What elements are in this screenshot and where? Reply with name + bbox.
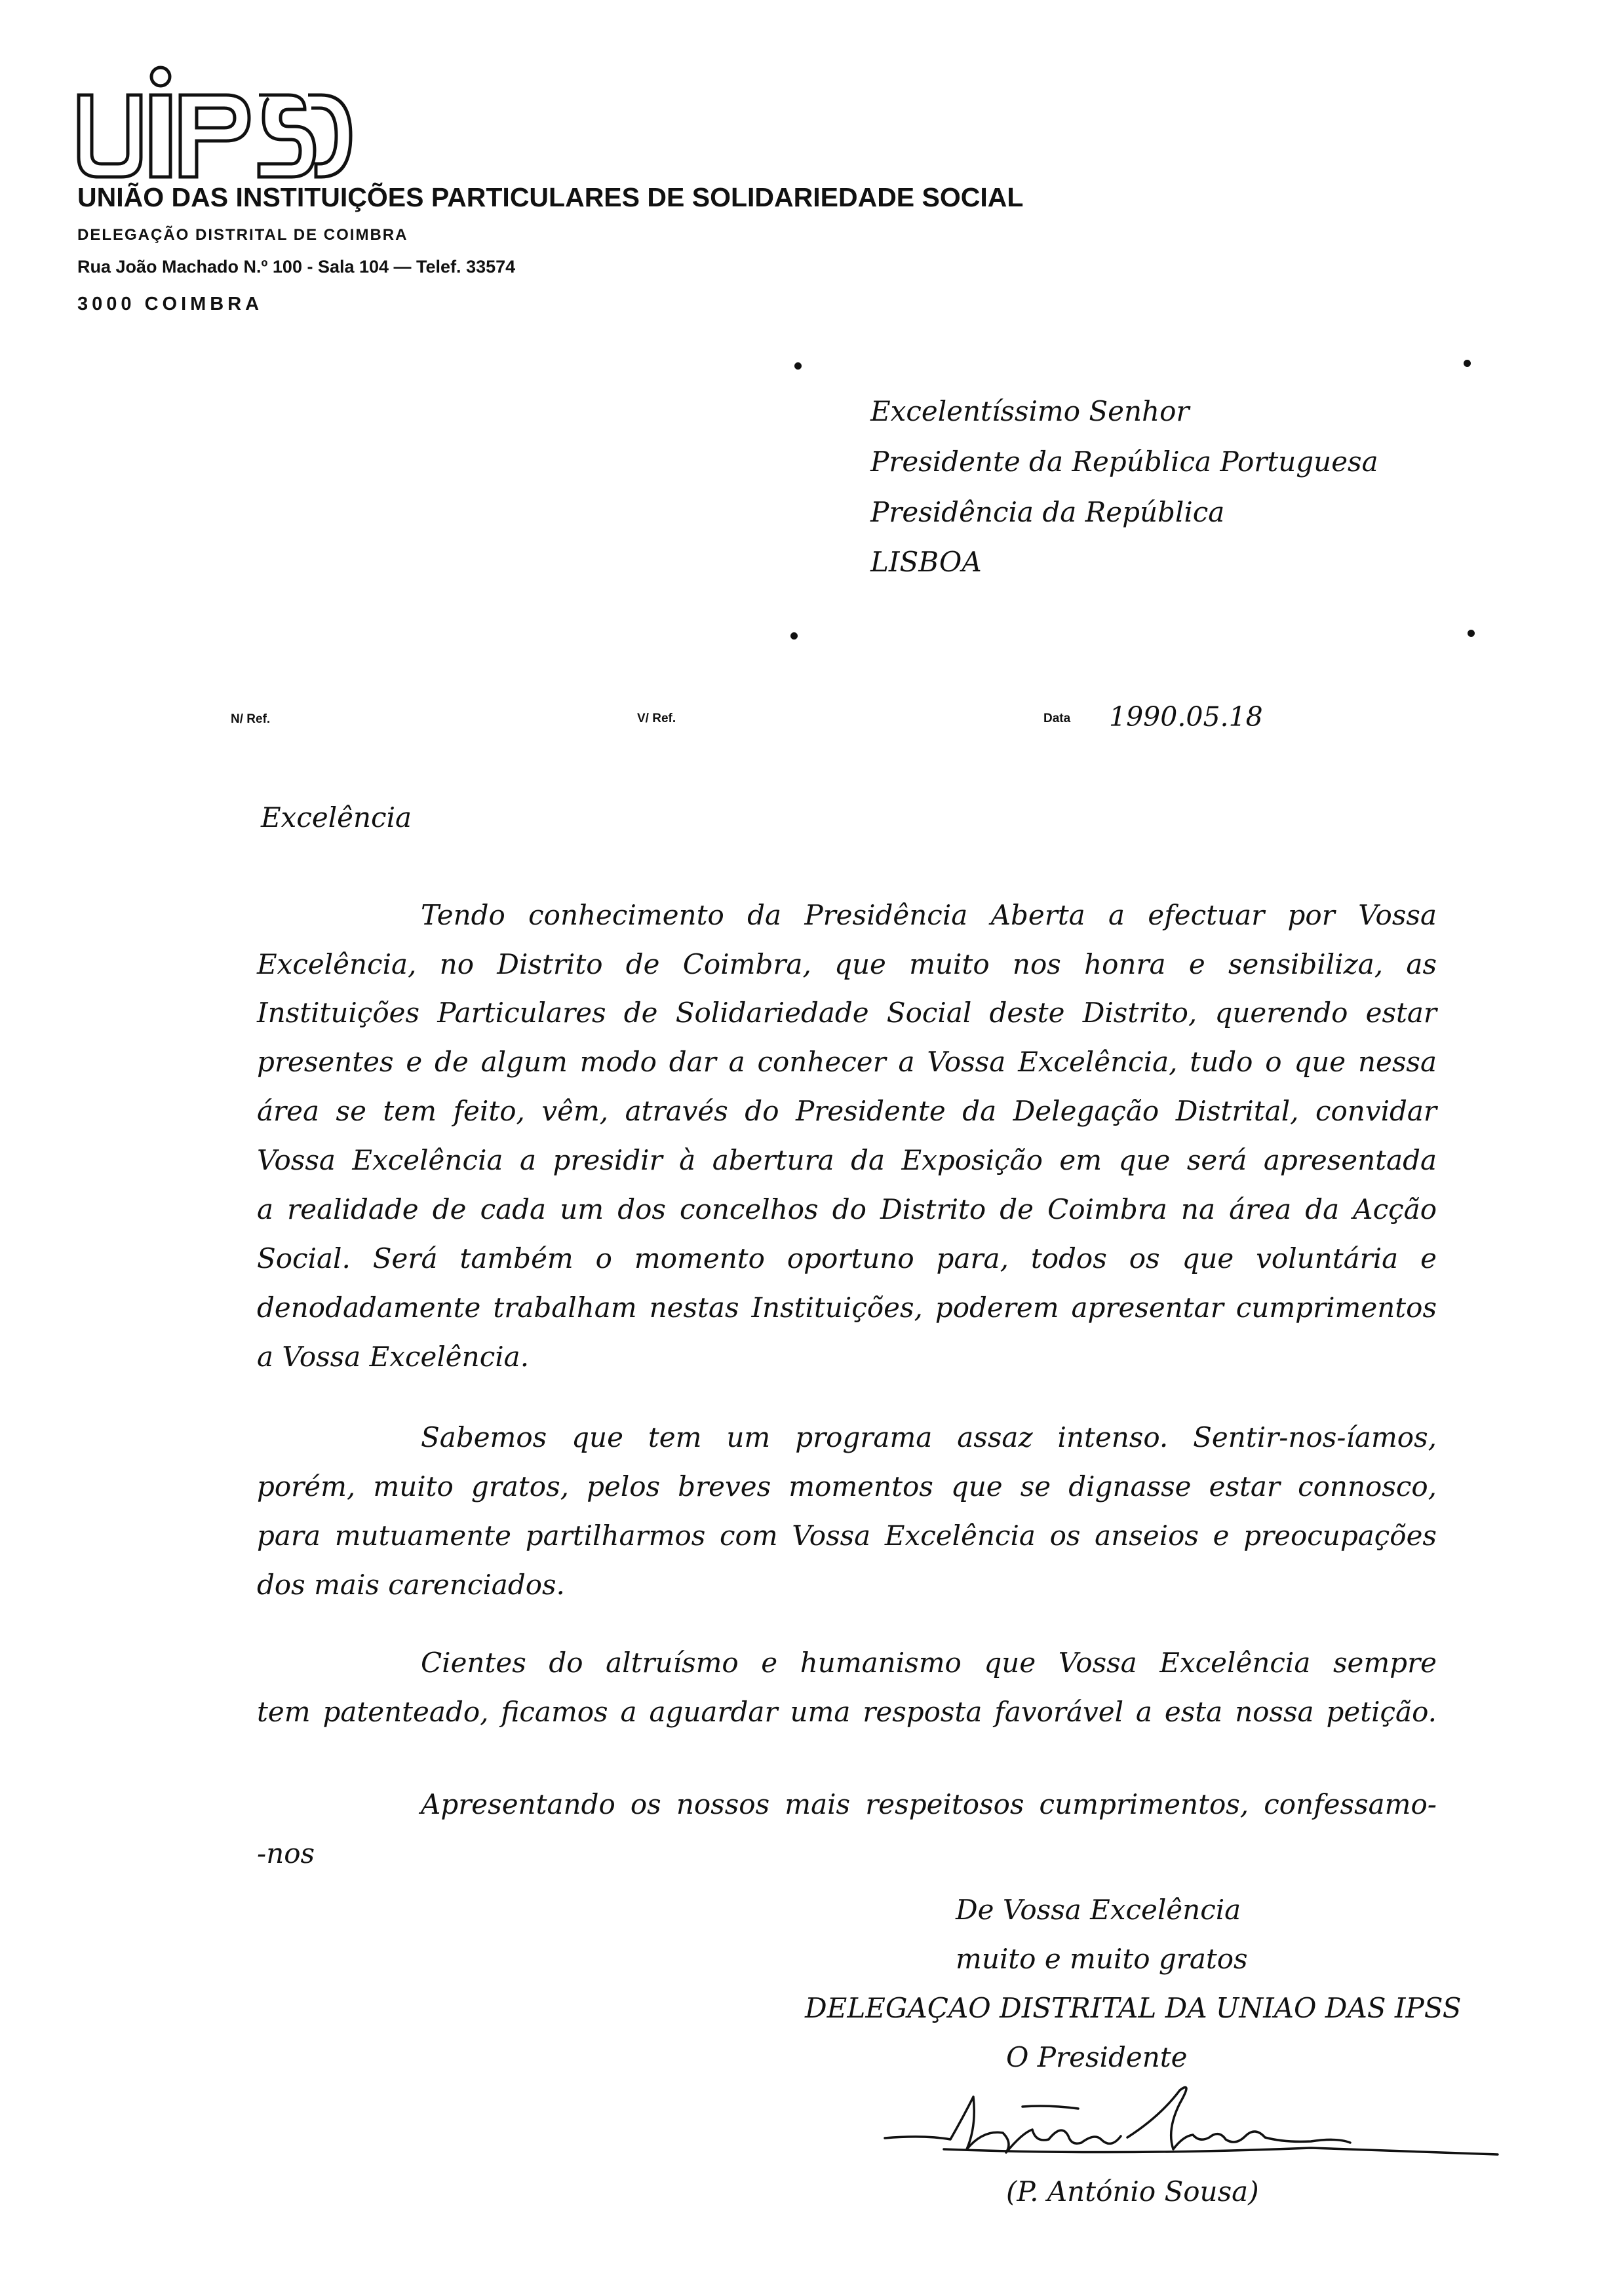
closing-line: muito e muito gratos (956, 1943, 1248, 1975)
our-ref-label: N/ Ref. (231, 712, 271, 726)
body-line: dos mais carenciados. (257, 1569, 565, 1601)
body-line: Excelência, no Distrito de Coimbra, que muito nos honra e sensibiliza, as (257, 948, 1437, 980)
window-mark-dot (790, 632, 798, 640)
body-line: área se tem feito, vêm, através do Presidente da Delegação Distrital, convidar (257, 1095, 1437, 1127)
recipient-line: LISBOA (870, 546, 982, 578)
recipient-line: Presidência da República (870, 496, 1225, 528)
body-line: Vossa Excelência a presidir à abertura da Exposição em que será apresentada (257, 1144, 1437, 1176)
body-line: Cientes do altruísmo e humanismo que Vossa Excelência sempre (421, 1647, 1437, 1679)
body-line: -nos (257, 1837, 315, 1869)
window-mark-dot (1464, 360, 1471, 367)
body-line: Tendo conhecimento da Presidência Aberta a efectuar por Vossa (421, 899, 1437, 931)
body-line: para mutuamente partilharmos com Vossa Excelência os anseios e preocupações (257, 1520, 1437, 1552)
your-ref-label: V/ Ref. (637, 712, 676, 725)
body-line: denodadamente trabalham nestas Instituições, poderem apresentar cumprimentos (257, 1292, 1437, 1324)
body-line: Instituições Particulares de Solidariedade Social deste Distrito, querendo estar (257, 997, 1437, 1029)
body-line: presentes e de algum modo dar a conhecer a Vossa Excelência, tudo o que nessa (257, 1046, 1437, 1078)
recipient-line: Excelentíssimo Senhor (870, 395, 1190, 427)
organization-name: UNIÃO DAS INSTITUIÇÕES PARTICULARES DE SOLIDARIEDADE SOCIAL (77, 182, 1024, 212)
closing-line: O Presidente (1006, 2041, 1188, 2073)
closing-line: DELEGAÇAO DISTRITAL DA UNIAO DAS IPSS (805, 1992, 1462, 2024)
body-line: Social. Será também o momento oportuno para, todos os que voluntária e (257, 1242, 1437, 1274)
organization-city: 3000 COIMBRA (77, 294, 263, 315)
salutation: Excelência (261, 801, 412, 833)
window-mark-dot (794, 362, 802, 370)
window-mark-dot (1468, 630, 1475, 637)
date-label: Data (1043, 712, 1071, 725)
body-line: a realidade de cada um dos concelhos do Distrito de Coimbra na área da Acção (257, 1193, 1437, 1225)
signatory-name: (P. António Sousa) (1006, 2175, 1259, 2208)
letter-date: 1990.05.18 (1109, 701, 1263, 733)
body-line: tem patenteado, ficamos a aguardar uma resposta favorável a esta nossa petição. (257, 1696, 1437, 1728)
organization-address: Rua João Machado N.º 100 - Sala 104 — Telef. 33574 (77, 257, 516, 277)
body-line: porém, muito gratos, pelos breves momentos que se dignasse estar connosco, (257, 1470, 1437, 1502)
closing-line: De Vossa Excelência (956, 1894, 1241, 1926)
body-line: Sabemos que tem um programa assaz intenso. Sentir-nos-íamos, (421, 1421, 1437, 1453)
body-line: Apresentando os nossos mais respeitosos cumprimentos, confessamo- (421, 1788, 1437, 1820)
recipient-line: Presidente da República Portuguesa (870, 446, 1378, 478)
uipss-logo (72, 62, 354, 187)
body-line: a Vossa Excelência. (257, 1341, 530, 1373)
delegation-name: DELEGAÇÃO DISTRITAL DE COIMBRA (77, 226, 408, 244)
signature (852, 2077, 1501, 2175)
